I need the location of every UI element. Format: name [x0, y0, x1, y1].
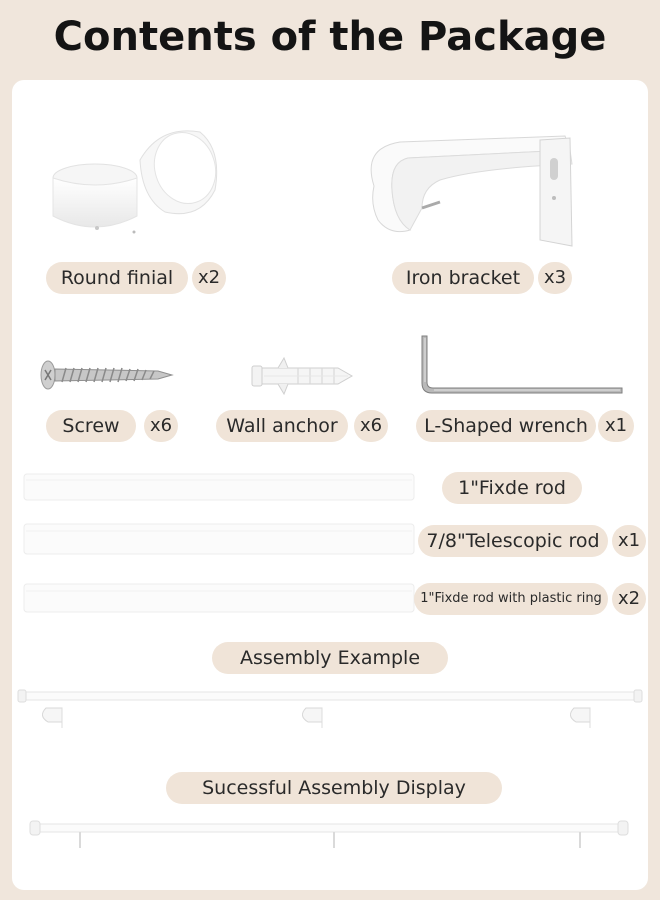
wall-anchor-label: Wall anchor — [216, 410, 348, 442]
telescopic-rod-qty: x1 — [612, 525, 646, 557]
fixed-rod-ring-image — [24, 582, 416, 614]
assembly-example-heading: Assembly Example — [212, 642, 448, 674]
round-finial-label: Round finial — [46, 262, 188, 294]
assembly-display-heading: Sucessful Assembly Display — [166, 772, 502, 804]
screw-image — [38, 356, 178, 396]
telescopic-rod-label: 7/8"Telescopic rod — [418, 525, 608, 557]
wrench-qty: x1 — [598, 410, 634, 442]
fixed-rod-ring-label: 1"Fixde rod with plastic ring — [414, 583, 608, 615]
round-finial-image — [40, 120, 230, 250]
assembly-display-image — [30, 818, 630, 854]
screw-qty: x6 — [144, 410, 178, 442]
iron-bracket-label: Iron bracket — [392, 262, 534, 294]
wall-anchor-image — [248, 356, 360, 396]
fixed-rod-ring-qty: x2 — [612, 583, 646, 615]
assembly-example-image — [18, 688, 642, 732]
page-title: Contents of the Package — [53, 14, 607, 60]
screw-label: Screw — [46, 410, 136, 442]
round-finial-qty: x2 — [192, 262, 226, 294]
wrench-label: L-Shaped wrench — [416, 410, 596, 442]
fixed-rod-label: 1"Fixde rod — [442, 472, 582, 504]
iron-bracket-image — [360, 128, 580, 248]
wall-anchor-qty: x6 — [354, 410, 388, 442]
telescopic-rod-image — [24, 522, 416, 556]
l-wrench-image — [414, 334, 628, 398]
iron-bracket-qty: x3 — [538, 262, 572, 294]
fixed-rod-image — [24, 472, 416, 502]
